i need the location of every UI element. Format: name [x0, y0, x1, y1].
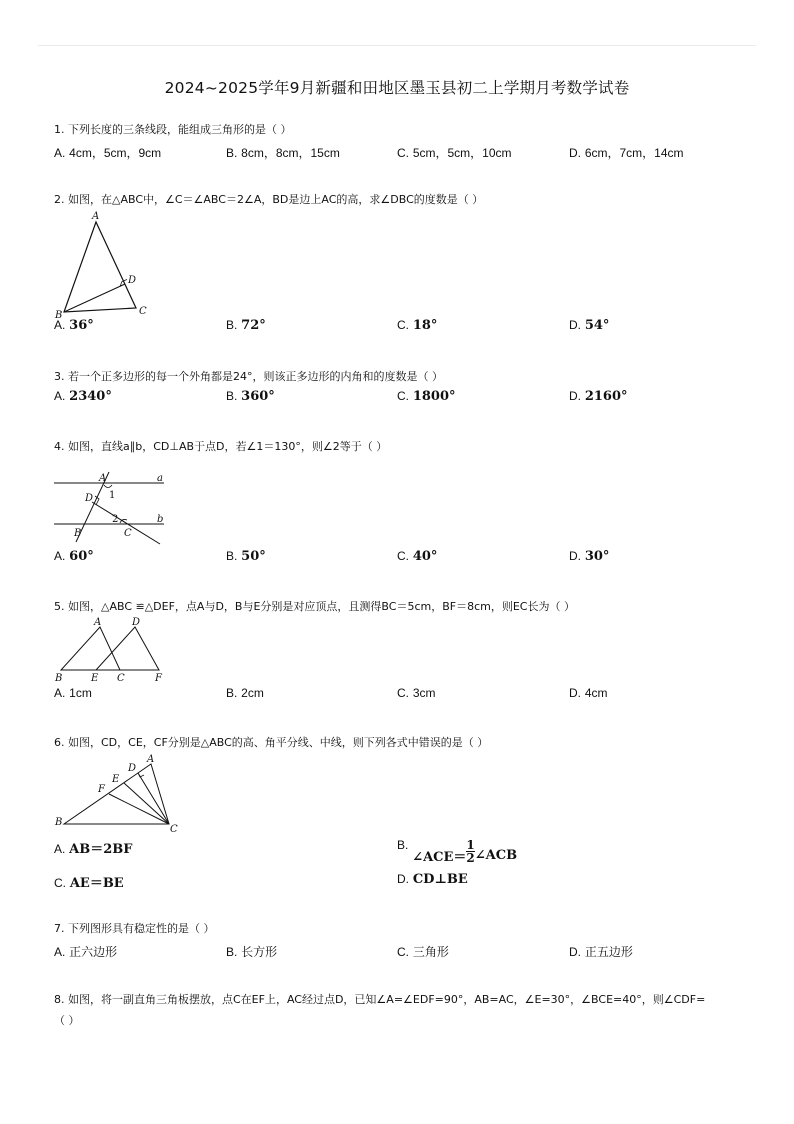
option-a[interactable]: A. 2340°	[54, 389, 112, 404]
label-a-point: A	[99, 473, 107, 484]
option-b[interactable]: B. 360°	[226, 389, 275, 404]
question-2-options	[54, 318, 754, 336]
question-8-stem-line2: （ ）	[54, 1014, 80, 1027]
bisector-ce	[124, 783, 169, 824]
question-1-options	[54, 144, 754, 162]
label-e: E	[112, 774, 120, 785]
label-angle-2: 2	[112, 514, 119, 525]
fraction-one-half: $\frac{1}{2}$	[466, 838, 475, 865]
question-5-stem: 5. 如图，△ABC ≌△DEF，点A与D，B与E分别是对应顶点，且测得BC＝5cm，BF＝8cm，则EC长为（ ）	[54, 600, 575, 613]
option-d[interactable]: D. 2160°	[569, 389, 628, 404]
question-3-options	[54, 389, 754, 407]
option-c[interactable]: C. 18°	[397, 318, 438, 333]
question-6-options-row1	[54, 838, 754, 866]
triangle-abc	[64, 222, 136, 312]
header-divider	[38, 45, 756, 46]
option-b[interactable]: B. 72°	[226, 318, 266, 333]
triangle-abc	[61, 627, 120, 670]
option-a[interactable]: A. 正六边形	[54, 945, 118, 959]
question-8-stem: 8. 如图，将一副直角三角板摆放，点C在EF上，AC经过点D，已知∠A=∠EDF=90°，AB=AC，∠E=30°，∠BCE=40°，则∠CDF=	[54, 993, 706, 1006]
option-b[interactable]: B. 2cm	[226, 686, 264, 700]
option-c[interactable]: C. 三角形	[397, 945, 449, 959]
label-c: C	[117, 673, 125, 684]
question-1-stem: 1. 下列长度的三条线段，能组成三角形的是（ ）	[54, 123, 292, 136]
question-4-figure	[54, 470, 169, 545]
label-c: C	[139, 306, 147, 317]
label-line-a: a	[157, 473, 163, 484]
option-d[interactable]: D. 6cm，7cm，14cm	[569, 146, 684, 160]
option-d[interactable]: D. 4cm	[569, 686, 608, 700]
label-a: A	[92, 211, 100, 222]
question-2-figure	[54, 208, 164, 321]
option-d[interactable]: D. CD⊥BE	[397, 872, 468, 887]
option-b[interactable]: B. 50°	[226, 549, 266, 564]
option-a[interactable]: A. 60°	[54, 549, 94, 564]
label-line-b: b	[157, 514, 164, 525]
label-angle-1: 1	[109, 490, 116, 501]
label-d: D	[128, 763, 137, 774]
option-a[interactable]: A. 36°	[54, 318, 94, 333]
label-c: C	[170, 824, 178, 835]
label-b: B	[74, 528, 82, 539]
label-b: B	[55, 817, 63, 828]
option-c[interactable]: C. AE＝BE	[54, 876, 124, 891]
question-6-figure	[54, 752, 189, 837]
angle-1-arc	[104, 485, 112, 488]
option-a[interactable]: A. AB＝2BF	[54, 842, 133, 857]
triangle-def	[96, 627, 159, 670]
label-b: B	[55, 310, 63, 321]
question-6-stem: 6. 如图，CD，CE，CF分别是△ABC的高、角平分线、中线，则下列各式中错误的是（ ）	[54, 736, 489, 749]
question-4-stem: 4. 如图，直线a∥b，CD⊥AB于点D，若∠1＝130°，则∠2等于（ ）	[54, 440, 388, 453]
label-d: D	[128, 275, 137, 286]
altitude-bd	[64, 284, 125, 312]
option-b[interactable]: B. 8cm，8cm，15cm	[226, 146, 340, 160]
option-a[interactable]: A. 4cm，5cm，9cm	[54, 146, 162, 160]
option-d[interactable]: D. 30°	[569, 549, 610, 564]
label-d: D	[132, 617, 141, 628]
question-5-options	[54, 686, 754, 704]
triangle-abc	[64, 764, 169, 824]
label-f: F	[155, 673, 162, 684]
label-a: A	[147, 754, 155, 765]
option-d[interactable]: D. 正五边形	[569, 945, 633, 959]
question-4-options	[54, 549, 754, 567]
option-a[interactable]: A. 1cm	[54, 686, 92, 700]
question-3-stem: 3. 若一个正多边形的每一个外角都是24°，则该正多边形的内角和的度数是（ ）	[54, 370, 443, 383]
option-d[interactable]: D. 54°	[569, 318, 610, 333]
label-c: C	[124, 528, 132, 539]
option-c[interactable]: C. 1800°	[397, 389, 456, 404]
label-d: D	[85, 493, 94, 504]
question-7-stem: 7. 下列图形具有稳定性的是（ ）	[54, 922, 215, 935]
option-b[interactable]: B. 长方形	[226, 945, 278, 959]
page-title: 2024~2025学年9月新疆和田地区墨玉县初二上学期月考数学试卷	[164, 79, 630, 97]
option-c[interactable]: C. 3cm	[397, 686, 436, 700]
option-c[interactable]: C. 40°	[397, 549, 438, 564]
label-a: A	[94, 617, 102, 628]
label-e: E	[91, 673, 99, 684]
option-c[interactable]: C. 5cm，5cm，10cm	[397, 146, 512, 160]
question-5-figure	[54, 614, 169, 684]
question-6-options-row2	[54, 872, 754, 890]
label-b: B	[55, 673, 63, 684]
label-f: F	[98, 784, 105, 795]
question-2-stem: 2. 如图，在△ABC中，∠C＝∠ABC＝2∠A，BD是边上AC的高，求∠DBC的度数是（ ）	[54, 193, 484, 206]
question-7-options	[54, 943, 754, 961]
option-b[interactable]: B. ∠ACE＝ $\frac{1}{2}$ ∠ACB	[397, 838, 518, 865]
